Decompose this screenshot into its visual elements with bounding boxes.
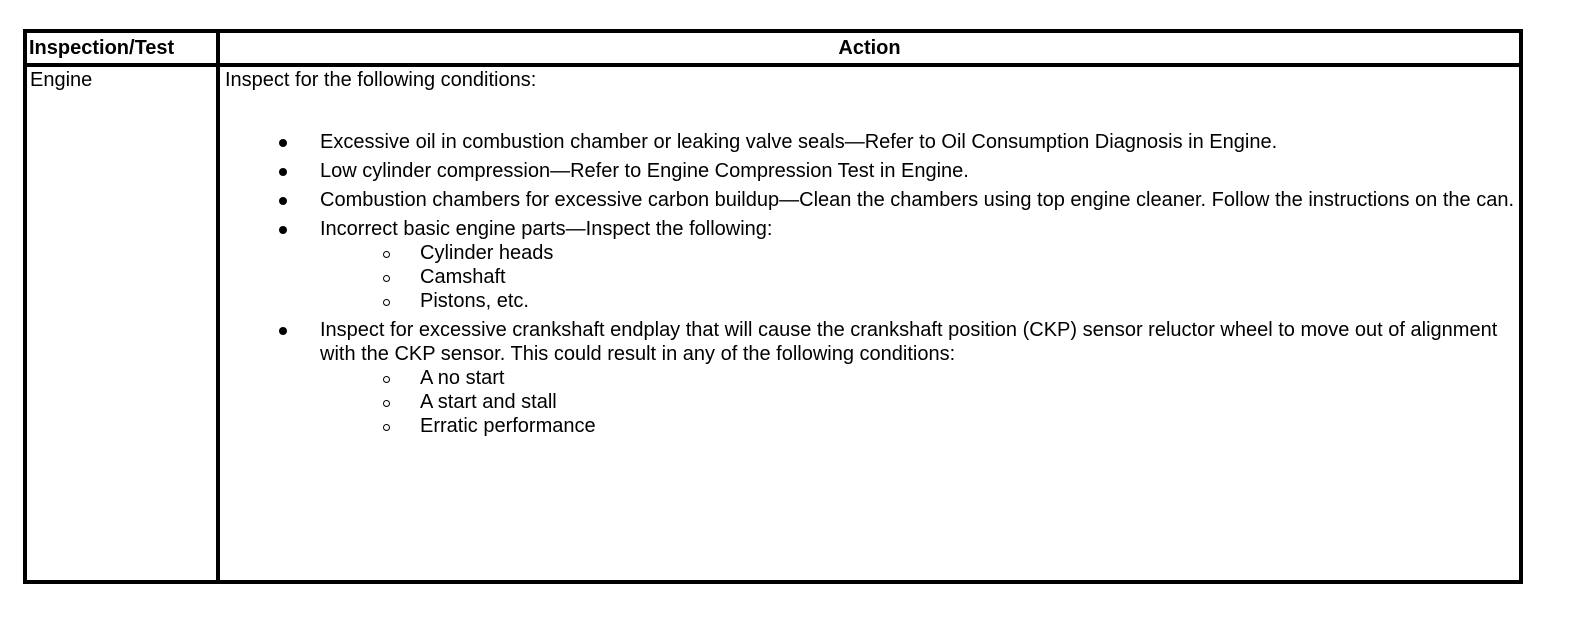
sub-list (320, 366, 1515, 438)
inspection-table (23, 29, 1523, 584)
circle-bullet-icon (383, 376, 390, 383)
header-action: Action (218, 31, 1521, 65)
list-item (320, 159, 1515, 183)
sub-list-item (420, 414, 1515, 438)
table-row (25, 65, 1521, 582)
sub-list-item (420, 265, 1515, 289)
list-item (320, 318, 1515, 438)
list-item (320, 217, 1515, 313)
list-item (320, 188, 1515, 212)
list-item (320, 130, 1515, 154)
condition-text: Low cylinder compression—Refer to Engine Compression Test in Engine. (320, 160, 969, 182)
bullet-icon (279, 327, 287, 335)
sub-item-text: Camshaft (420, 266, 506, 288)
condition-text: Excessive oil in combustion chamber or leaking valve seals—Refer to Oil Consumption Diagnosis in Engine. (320, 131, 1278, 153)
bullet-icon (279, 197, 287, 205)
bullet-icon (279, 226, 287, 234)
condition-text: Inspect for excessive crankshaft endplay that will cause the crankshaft position (CKP) sensor reluctor wheel to move out of alignment with the CKP sensor. This could result in any of the following conditions: (320, 319, 1498, 365)
bullet-icon (279, 168, 287, 176)
circle-bullet-icon (383, 424, 390, 431)
condition-text: Incorrect basic engine parts—Inspect the following: (320, 218, 773, 240)
sub-item-text: A start and stall (420, 391, 557, 413)
circle-bullet-icon (383, 251, 390, 258)
sub-list-item (420, 289, 1515, 313)
conditions-list (225, 130, 1515, 438)
condition-text: Combustion chambers for excessive carbon buildup—Clean the chambers using top engine cleaner. Follow the instructions on the can. (320, 189, 1514, 211)
circle-bullet-icon (383, 400, 390, 407)
sub-item-text: Erratic performance (420, 415, 596, 437)
sub-list (320, 241, 1515, 313)
sub-list-item (420, 390, 1515, 414)
sub-item-text: Pistons, etc. (420, 290, 529, 312)
circle-bullet-icon (383, 275, 390, 282)
test-cell: Engine (25, 65, 218, 582)
sub-list-item (420, 366, 1515, 390)
header-row (25, 31, 1521, 65)
sub-list-item (420, 241, 1515, 265)
circle-bullet-icon (383, 299, 390, 306)
action-cell (218, 65, 1521, 582)
sub-item-text: A no start (420, 367, 505, 389)
sub-item-text: Cylinder heads (420, 242, 554, 264)
header-inspection-test: Inspection/Test (25, 31, 218, 65)
bullet-icon (279, 139, 287, 147)
action-intro: Inspect for the following conditions: (225, 69, 537, 91)
